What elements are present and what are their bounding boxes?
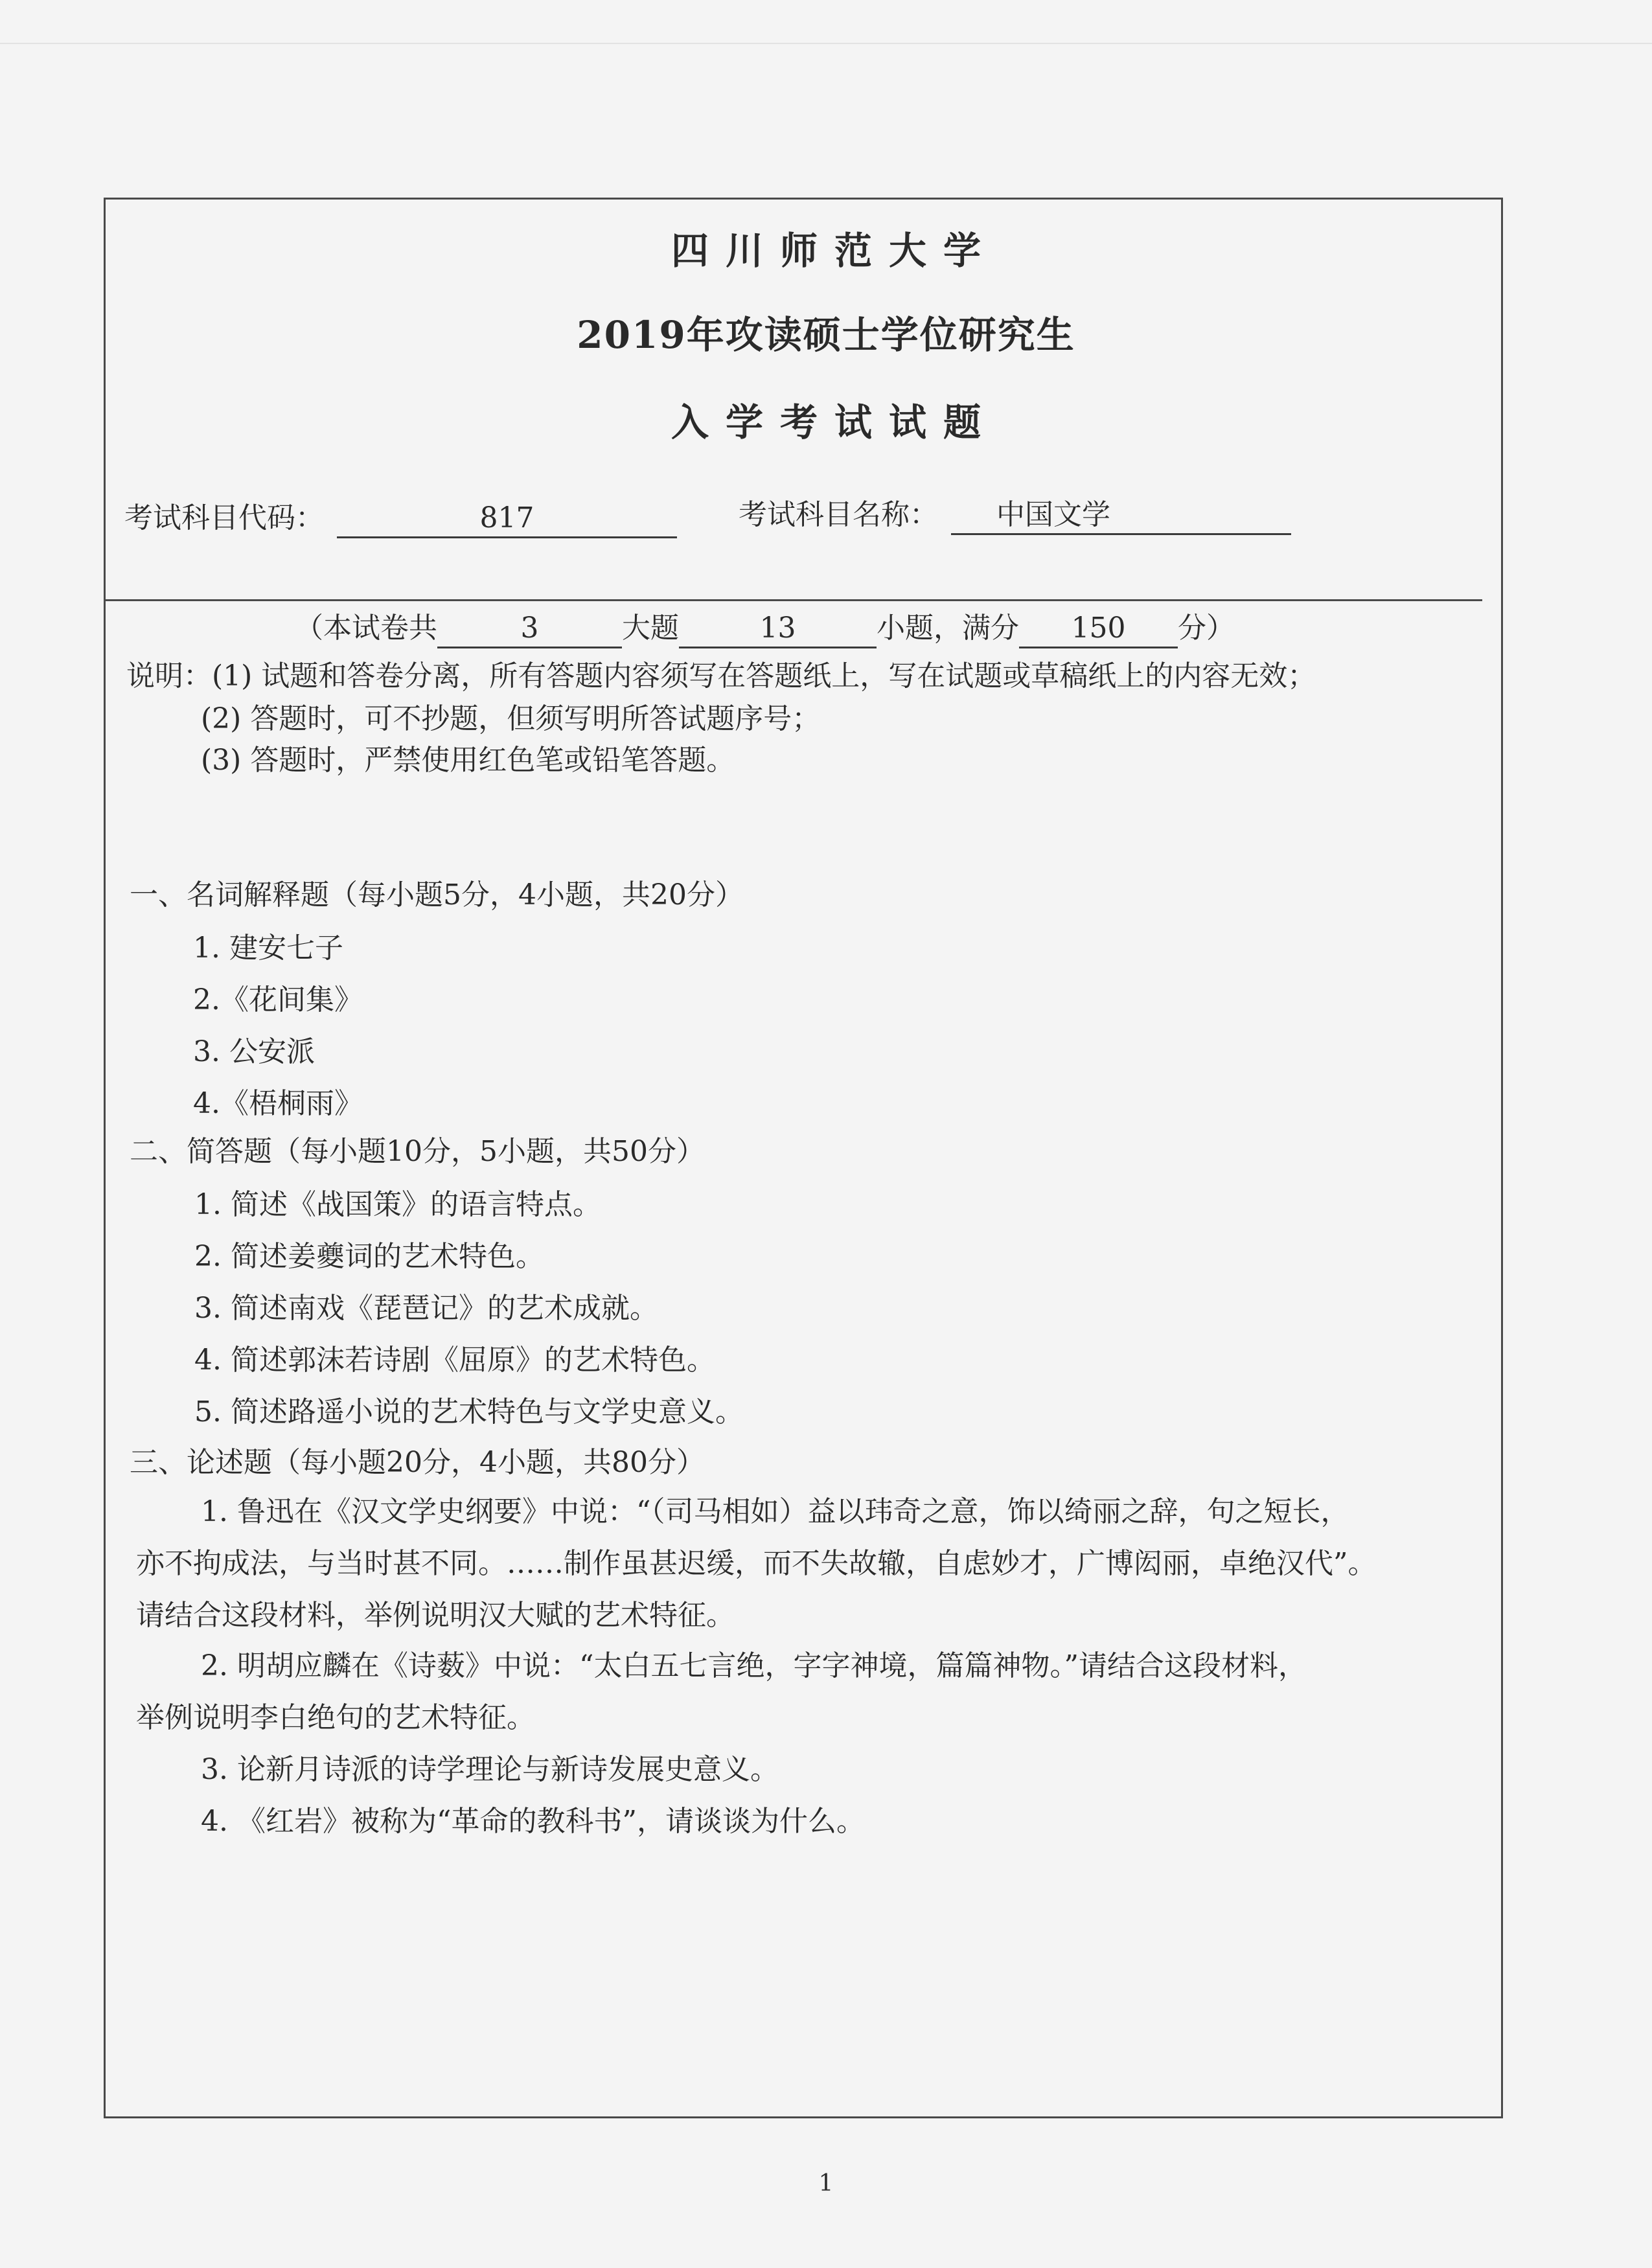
section-1-item: 3. 公安派 (193, 1035, 315, 1068)
summary-small-label: 小题，满分 (877, 612, 1019, 645)
section-2-item: 3. 简述南戏《琵琶记》的艺术成就。 (194, 1292, 658, 1325)
subject-code-value: 817 (337, 504, 677, 538)
full-score: 150 (1019, 614, 1178, 648)
section-3-item: 4. 《红岩》被称为“革命的教科书”，请谈谈为什么。 (201, 1805, 865, 1838)
section-2-item: 1. 简述《战国策》的语言特点。 (194, 1188, 601, 1221)
subject-name-row (739, 498, 1291, 535)
small-question-count: 13 (679, 614, 877, 648)
big-question-count: 3 (437, 614, 622, 648)
subject-name-value: 中国文学 (951, 501, 1291, 535)
subject-code-label: 考试科目代码： (124, 501, 324, 534)
section-3-item: 2. 明胡应麟在《诗薮》中说：“太白五七言绝，字字神境，篇篇神物。”请结合这段材料， (201, 1649, 1307, 1682)
section-3-continuation: 举例说明李白绝句的艺术特征。 (136, 1701, 535, 1734)
summary-big-label: 大题 (622, 612, 679, 645)
summary-open: （本试卷共 (295, 612, 437, 645)
section-3-item: 3. 论新月诗派的诗学理论与新诗发展史意义。 (201, 1753, 779, 1786)
scan-edge (0, 43, 1652, 44)
note-1: 说明：(1) 试题和答卷分离，所有答题内容须写在答题纸上，写在试题或草稿纸上的内容无效； (126, 659, 1316, 693)
section-1-item: 1. 建安七子 (193, 932, 343, 965)
exam-title: 入学考试试题 (671, 400, 998, 444)
exam-summary (295, 614, 1235, 648)
section-1-item: 2.《花间集》 (193, 983, 363, 1016)
section-heading-3: 三、论述题（每小题20分，4小题，共80分） (130, 1446, 705, 1479)
section-1-item: 4.《梧桐雨》 (193, 1087, 363, 1120)
section-heading-1: 一、名词解释题（每小题5分，4小题，共20分） (130, 878, 744, 911)
exam-year-title: 2019年攻读硕士学位研究生 (577, 313, 1075, 357)
page-number: 1 (818, 2170, 834, 2197)
section-2-item: 4. 简述郭沫若诗剧《屈原》的艺术特色。 (194, 1344, 715, 1377)
university-title: 四川师范大学 (671, 229, 998, 273)
note-2: (2) 答题时，可不抄题，但须写明所答试题序号； (201, 702, 821, 735)
section-3-continuation: 亦不拘成法，与当时甚不同。……制作虽甚迟缓，而不失故辙，自虑妙才，广博闳丽，卓绝汉代”。 (136, 1547, 1377, 1580)
subject-name-label: 考试科目名称： (739, 498, 938, 531)
section-3-item: 1. 鲁迅在《汉文学史纲要》中说：“（司马相如）益以玮奇之意，饰以绮丽之辞，句之短长， (201, 1495, 1349, 1528)
summary-close: 分） (1178, 612, 1235, 645)
section-3-continuation: 请结合这段材料，举例说明汉大赋的艺术特征。 (136, 1599, 735, 1632)
header-divider (104, 599, 1482, 601)
note-3: (3) 答题时，严禁使用红色笔或铅笔答题。 (201, 744, 735, 777)
section-heading-2: 二、简答题（每小题10分，5小题，共50分） (130, 1135, 705, 1168)
section-2-item: 2. 简述姜夔词的艺术特色。 (194, 1240, 544, 1273)
section-2-item: 5. 简述路遥小说的艺术特色与文学史意义。 (194, 1395, 744, 1428)
subject-code-row (124, 501, 677, 538)
